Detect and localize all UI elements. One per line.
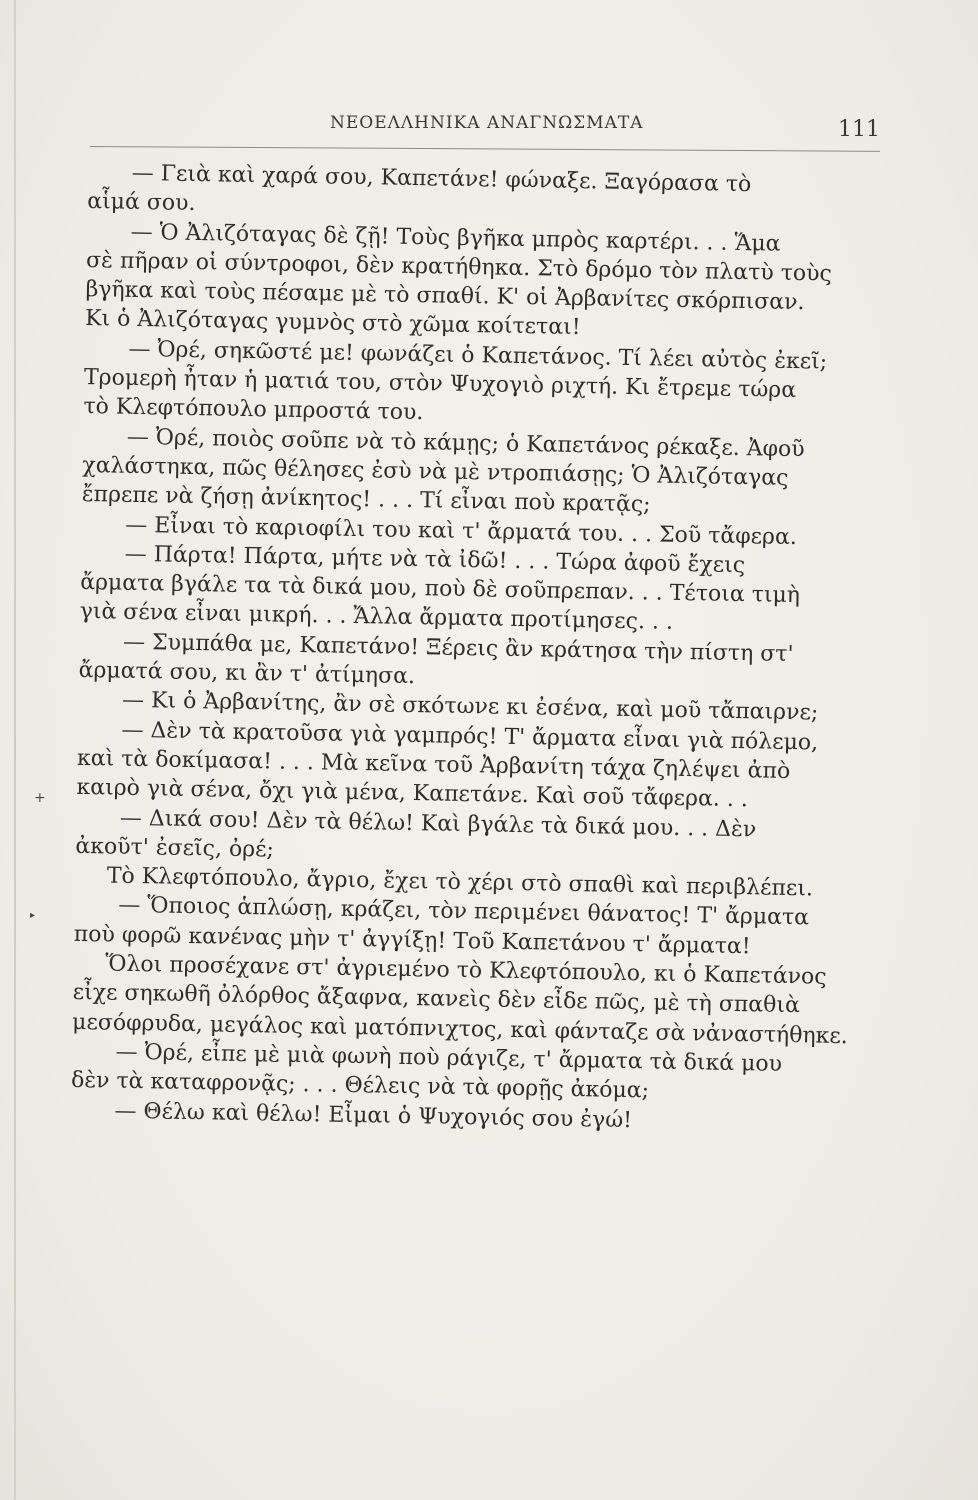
text-line: ἔπρεπε νὰ ζήσῃ ἀνίκητος! . . . Τί εἶναι ποὺ κρατᾷς; [81, 482, 651, 518]
margin-mark-arrow: ▸ [30, 910, 36, 921]
text-line: γιὰ σένα εἶναι μικρή. . . Ἄλλα ἄρματα προτίμησες. . . [79, 599, 674, 636]
text-line: Τὸ Κλεφτόπουλο, ἄγριο, ἔχει τὸ χέρι στὸ σπαθὶ καὶ περιβλέπει. [106, 863, 814, 902]
dialogue-line: — Γειὰ καὶ χαρά σου, Καπετάνε! φώναξε. Ξαγόρασα τὸ [131, 160, 752, 198]
text-line: σὲ πῆραν οἱ σύντροφοι, δὲν κρατήθηκα. Στὸ δρόμο τὸν πλατὺ τοὺς [85, 247, 833, 287]
dialogue-line: — Ὁ Ἀλιζόταγας δὲ ζῇ! Τοὺς βγῆκα μπρὸς καρτέρι. . . Ἅμα [130, 219, 781, 257]
text-line: βγῆκα καὶ τοὺς πέσαμε μὲ τὸ σπαθί. Κ' οἱ Ἀρβανίτες σκόρπισαν. [85, 277, 805, 316]
text-line: τὸ Κλεφτόπουλο μπροστά του. [83, 394, 424, 426]
text-line: Τρομερὴ ἦταν ἡ ματιά του, στὸν Ψυχογιὸ ριχτή. Κι ἔτρεμε τώρα [83, 365, 797, 404]
dialogue-line: — Ὀρέ, ποιὸς σοῦπε νὰ τὸ κάμῃς; ὁ Καπετάνος ρέκαξε. Ἀφοῦ [126, 424, 805, 462]
text-line: ἄρματά σου, κι ἂν τ' ἀτίμησα. [78, 657, 416, 690]
dialogue-line: — Εἶναι τὸ καριοφίλι του καὶ τ' ἄρματά του. . . Σοῦ τἄφερα. [125, 512, 798, 550]
text-line: αἷμά σου. [86, 189, 196, 217]
text-line: καιρὸ γιὰ σένα, ὄχι γιὰ μένα, Καπετάνε. Καὶ σοῦ τἄφερα. . . [76, 775, 749, 813]
text-line: Ὅλοι προσέχανε στ' ἀγριεμένο τὸ Κλεφτόπουλο, κι ὁ Καπετάνος [105, 951, 827, 990]
header-rule [90, 146, 880, 152]
dialogue-line: — Δικά σου! Δὲν τὰ θέλω! Καὶ βγάλε τὰ δικά μου. . . Δὲν [119, 805, 757, 842]
body-text [70, 158, 888, 1139]
text-line: καὶ τὰ δοκίμασα! . . . Μὰ κεῖνα τοῦ Ἀρβανίτη τάχα ζηλέψει ἀπὸ [76, 745, 791, 784]
dialogue-line: — Ὀρέ, εἶπε μὲ μιὰ φωνὴ ποὺ ράγιζε, τ' ἄρματα τὰ δικά μου [115, 1039, 783, 1077]
page-number: 111 [838, 117, 880, 142]
text-line: ποὺ φορῶ κανένας μὴν τ' ἀγγίξῃ! Τοῦ Καπετάνου τ' ἄρματα! [73, 921, 751, 959]
running-title: ΝΕΟΕΛΛΗΝΙΚΑ ΑΝΑΓΝΩΣΜΑΤΑ [330, 113, 644, 133]
margin-mark-cross: + [34, 790, 46, 806]
dialogue-line: — Συμπάθα με, Καπετάνο! Ξέρεις ἂν κράτησα τὴν πίστη στ' [122, 629, 794, 667]
text-line: ἄρματα βγάλε τα τὰ δικά μου, ποὺ δὲ σοῦπρεπαν. . . Τέτοια τιμὴ [79, 570, 801, 609]
text-line: ἀκοῦτ' ἐσεῖς, ὀρέ; [75, 833, 275, 863]
text-line: χαλάστηκα, πῶς θέλησες ἐσὺ νὰ μὲ ντροπιάσῃς; Ὁ Ἀλιζόταγας [82, 452, 789, 491]
binding-gutter-line [14, 0, 16, 1500]
text-line: Κι ὁ Ἀλιζόταγας γυμνὸς στὸ χῶμα κοίτεται! [84, 306, 581, 341]
text-line: μεσόφρυδα, μεγάλος καὶ ματόπνιχτος, καὶ φάνταζε σὰ νἀναστήθηκε. [71, 1009, 849, 1049]
dialogue-line: — Ὀρέ, σηκῶστέ με! φωνάζει ὁ Καπετάνος. Τί λέει αὐτὸς ἐκεῖ; [128, 336, 828, 375]
dialogue-line: — Κι ὁ Ἀρβανίτης, ἂν σὲ σκότωνε κι ἐσένα, καὶ μοῦ τἄπαιρνε; [121, 688, 819, 726]
dialogue-line: — Πάρτα! Πάρτα, μήτε νὰ τὰ ἰδῶ! . . . Τώρα ἀφοῦ ἔχεις [124, 541, 746, 578]
text-line: εἶχε σηκωθῆ ὀλόρθος ἄξαφνα, κανεὶς δὲν εἶδε πῶς, μὲ τὴ σπαθιὰ [72, 980, 801, 1019]
text-line: δὲν τὰ καταφρονᾷς; . . . Θέλεις νὰ τὰ φορῇς ἀκόμα; [70, 1068, 650, 1104]
dialogue-line: — Δὲν τὰ κρατοῦσα γιὰ γαμπρός! Τ' ἄρματα εἶναι γιὰ πόλεμο, [121, 717, 819, 756]
dialogue-line: — Ὅποιος ἁπλώσῃ, κράζει, τὸν περιμένει θάνατος! Τ' ἄρματα [118, 893, 810, 931]
dialogue-line: — Θέλω καὶ θέλω! Εἶμαι ὁ Ψυχογιός σου ἐγώ! [114, 1098, 633, 1133]
